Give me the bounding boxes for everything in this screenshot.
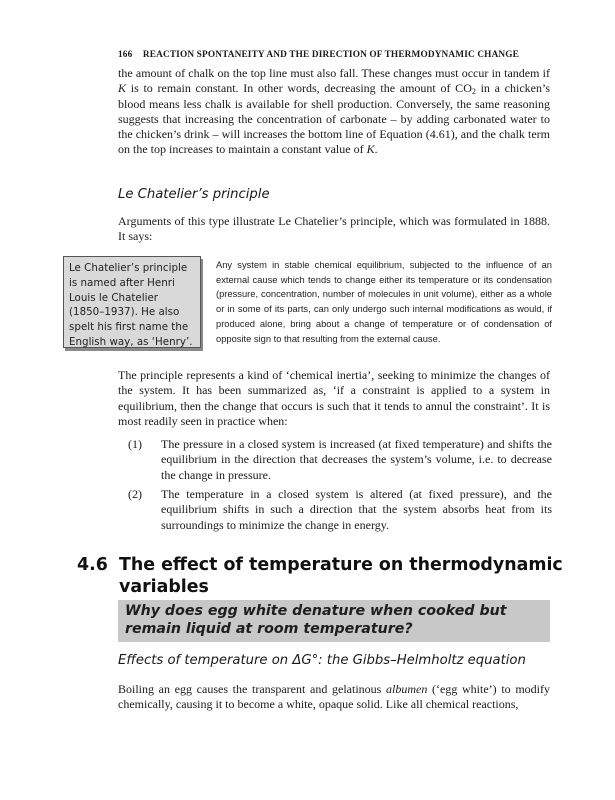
principle-quote: Any system in stable chemical equilibrium, subjected to the influence of an external cause which tends to change either its temperature or its condensation (pressure, concentration, number of molecules in unit volume), either as a whole or in some of its parts, can only undergo such internal modifications as would, if produced alone, bring about a change of temperature or of condensation of opposite sign to that resulting from the external cause. (216, 260, 552, 344)
para1-text-b: is to remain constant. In other words, decreasing the amount of CO (126, 81, 472, 96)
page-number: 166 (118, 50, 133, 60)
para1-text-c: in a chicken’s blood means less chalk is available for shell production. Conversely, the same reasoning suggests that increasing the concentration of carbonate – by adding carbonated water to the chicken’s drink – will increases the bottom line of Equation (4.61), and the chalk term on the top increases to maintain a constant value of (118, 81, 550, 157)
list-item (128, 437, 552, 483)
question-box: Why does egg white denature when cooked but remain liquid at room temperature? (118, 600, 550, 642)
subheading-gibbs-helmholtz: Effects of temperature on ΔG°: the Gibbs–Helmholtz equation (118, 653, 526, 668)
subheading-le-chatelier: Le Chatelier’s principle (118, 187, 270, 202)
list-item-text: The pressure in a closed system is increased (at fixed temperature) and shifts the equilibrium in the direction that decreases the system’s volume, i.e. to decrease the change in pressure. (161, 437, 552, 482)
paragraph-boiling-egg (118, 682, 550, 713)
para1-text-a: the amount of chalk on the top line must also fall. These changes must occur in tandem if (118, 66, 550, 80)
para1-text-d: . (374, 142, 378, 157)
paragraph-chalk (118, 66, 550, 158)
list-item-text: The temperature in a closed system is altered (at fixed pressure), and the equilibrium shifts in such a direction that the system absorbs heat from its surroundings to minimize the change in energy. (161, 487, 552, 532)
section-title: The effect of temperature on thermodynamic variables (119, 555, 563, 597)
para1-var-k-2: K (366, 142, 375, 157)
section-heading (77, 554, 615, 598)
paragraph-chemical-inertia: The principle represents a kind of ‘chemical inertia’, seeking to minimize the changes of the system. It has been summarized as, ‘if a constraint is applied to a system in equilibrium, then the change that occurs is such that it tends to annul the constraint’. It is most readily seen in practice when: (118, 368, 550, 428)
running-title: REACTION SPONTANEITY AND THE DIRECTION OF THERMODYNAMIC CHANGE (142, 50, 520, 60)
sidebar-note: Le Chatelier’s principle is named after Henri Louis le Chatelier (1850–1937). He also spelt his first name the English way, as ‘Henry’. (63, 256, 201, 348)
para4-albumen: albumen (386, 682, 428, 696)
para1-var-k: K (118, 81, 127, 96)
running-header (118, 50, 558, 60)
para4-text-b: (‘egg white’) to modify chemically, causing it to become a white, opaque solid. Like all chemical reactions, (118, 682, 550, 712)
para1-subscript: 2 (471, 87, 476, 97)
para4-text-a: Boiling an egg causes the transparent and gelatinous (118, 682, 386, 696)
paragraph-arguments: Arguments of this type illustrate Le Chatelier’s principle, which was formulated in 1888. It says: (118, 214, 550, 244)
section-number: 4.6 (77, 555, 108, 575)
list-item (128, 487, 552, 533)
list-item-number: (1) (128, 437, 142, 451)
list-item-number: (2) (128, 487, 142, 501)
